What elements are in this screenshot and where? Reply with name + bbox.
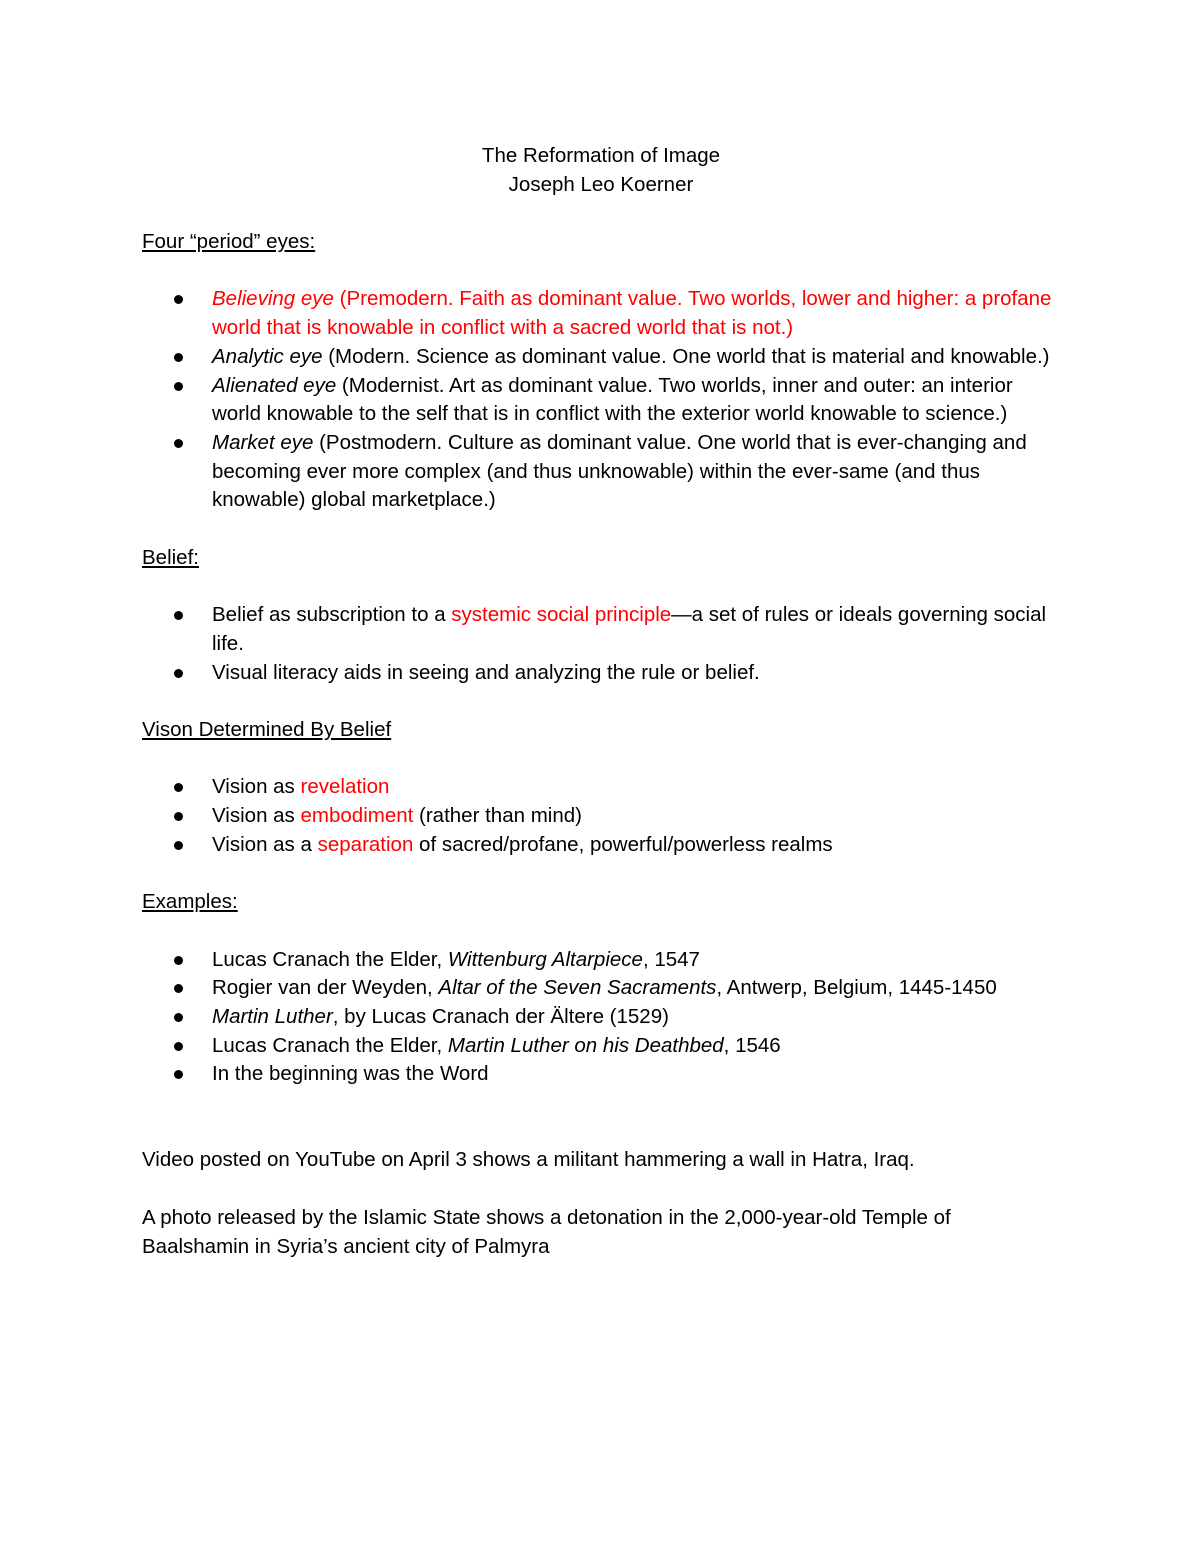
list-item	[142, 1032, 1060, 1061]
document-author: Joseph Leo Koerner	[508, 172, 694, 196]
eye-description: (Premodern. Faith as dominant value. Two worlds, lower and higher: a profane world that is knowable in conflict with a sacred world that is not.)	[212, 287, 1052, 340]
item-text: Vision as	[212, 804, 301, 828]
item-text: —a set of rules or ideals governing social life.	[212, 603, 1047, 655]
document-page	[142, 142, 1060, 1261]
paragraph-video: Video posted on YouTube on April 3 shows a militant hammering a wall in Hatra, Iraq.	[142, 1148, 915, 1172]
eyes-list	[142, 285, 1060, 515]
item-text: , 1546	[723, 1033, 781, 1057]
item-text: Vision as a	[212, 832, 318, 856]
belief-list	[142, 601, 1060, 687]
item-text: (rather than mind)	[413, 804, 582, 828]
list-item	[142, 773, 1060, 802]
list-item	[142, 343, 1060, 372]
item-text: Visual literacy aids in seeing and analyzing the rule or belief.	[212, 660, 760, 684]
item-text: , by Lucas Cranach der Ältere (1529)	[332, 1004, 669, 1028]
bullet-icon	[174, 1070, 183, 1079]
highlighted-term: embodiment	[300, 804, 414, 828]
list-item	[142, 659, 1060, 688]
item-text: Belief as subscription to a	[212, 603, 452, 627]
title-block	[142, 142, 1060, 199]
section-heading-vision: Vison Determined By Belief	[142, 717, 392, 741]
list-item	[142, 831, 1060, 860]
artwork-title: Wittenburg Altarpiece	[447, 947, 643, 971]
list-item	[142, 1003, 1060, 1032]
section-heading-belief: Belief:	[142, 545, 199, 569]
eye-term: Analytic eye	[212, 344, 323, 368]
bullet-icon	[174, 956, 183, 965]
list-item	[142, 372, 1060, 429]
bullet-icon	[174, 353, 183, 362]
bullet-icon	[174, 812, 183, 821]
section-heading-eyes: Four “period” eyes:	[142, 230, 316, 254]
bullet-icon	[174, 295, 183, 304]
list-item	[142, 946, 1060, 975]
artwork-title: Martin Luther on his Deathbed	[447, 1033, 724, 1057]
bullet-icon	[174, 611, 183, 620]
bullet-icon	[174, 783, 183, 792]
item-text: In the beginning was the Word	[212, 1062, 489, 1086]
section-heading-examples: Examples:	[142, 890, 238, 914]
eye-description: (Postmodern. Culture as dominant value. One world that is ever-changing and becoming ever more complex (and thus unknowable) within the ever-same (and thus knowable) global marketplace.)	[212, 430, 1027, 512]
list-item	[142, 802, 1060, 831]
examples-list	[142, 946, 1060, 1090]
bullet-icon	[174, 382, 183, 391]
list-item	[142, 1060, 1060, 1089]
bullet-icon	[174, 1013, 183, 1022]
list-item	[142, 429, 1060, 515]
item-text: , 1547	[642, 947, 700, 971]
document-title: The Reformation of Image	[481, 144, 721, 167]
item-text: Rogier van der Weyden,	[212, 976, 439, 1000]
paragraph-photo: A photo released by the Islamic State shows a detonation in the 2,000-year-old Temple of Baalshamin in Syria’s ancient city of Palmyra	[142, 1205, 951, 1258]
item-text: of sacred/profane, powerful/powerless realms	[413, 832, 833, 856]
artwork-title: Altar of the Seven Sacraments	[438, 976, 717, 1000]
eye-term: Believing eye	[212, 287, 334, 311]
item-text: , Antwerp, Belgium, 1445-1450	[716, 976, 997, 1000]
bullet-icon	[174, 439, 183, 448]
bullet-icon	[174, 984, 183, 993]
list-item	[142, 285, 1060, 342]
list-item	[142, 974, 1060, 1003]
eye-description: (Modernist. Art as dominant value. Two worlds, inner and outer: an interior world knowable to the self that is in conflict with the exterior world knowable to science.)	[212, 373, 1013, 426]
eye-term: Market eye	[212, 430, 314, 454]
item-text: Lucas Cranach the Elder,	[212, 947, 448, 971]
artwork-title: Martin Luther	[212, 1004, 333, 1028]
bullet-icon	[174, 1042, 183, 1051]
highlighted-term: systemic social principle	[451, 603, 672, 627]
item-text: Lucas Cranach the Elder,	[212, 1033, 448, 1057]
vision-list	[142, 773, 1060, 859]
highlighted-term: revelation	[300, 775, 390, 799]
list-item	[142, 601, 1060, 658]
eye-term: Alienated eye	[212, 373, 337, 397]
highlighted-term: separation	[317, 832, 414, 856]
item-text: Vision as	[212, 775, 301, 799]
eye-description: (Modern. Science as dominant value. One world that is material and knowable.)	[322, 344, 1050, 368]
bullet-icon	[174, 841, 183, 850]
bullet-icon	[174, 669, 183, 678]
